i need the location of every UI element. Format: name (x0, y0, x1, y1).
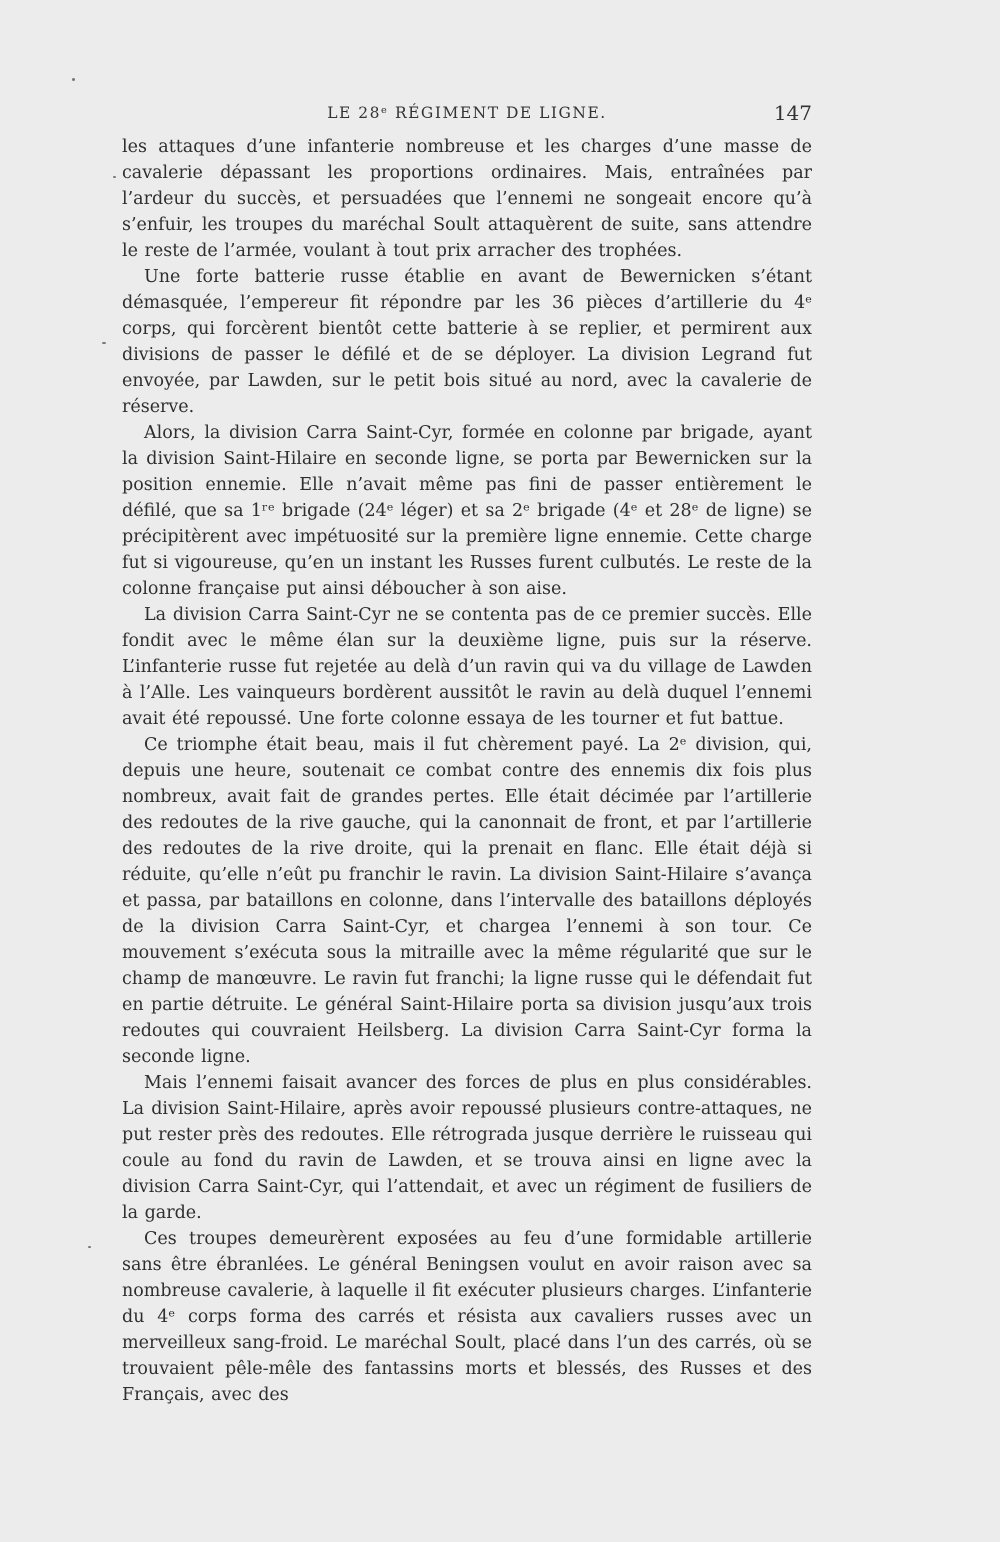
running-title: LE 28ᵉ RÉGIMENT DE LIGNE. (327, 104, 607, 122)
paragraph: La division Carra Saint-Cyr ne se contenta pas de ce premier succès. Elle fondit avec le même élan sur la deuxième ligne, puis sur la réserve. L’infanterie russe fut rejetée au delà d’un ravin qui va du village de Lawden à l’Alle. Les vainqueurs bordèrent aussitôt le ravin au delà duquel l’ennemi avait été repoussé. Une forte colonne essaya de les tourner et fut battue. (122, 605, 812, 729)
paper-speck (102, 342, 106, 344)
page-number: 147 (773, 101, 812, 125)
paragraph: les attaques d’une infanterie nombreuse et les charges d’une masse de cavalerie dépassant les proportions ordinaires. Mais, entraînées par l’ardeur du succès, et persuadées que l’ennemi ne songeait encore qu’à s’enfuir, les troupes du maréchal Soult attaquèrent de suite, sans attendre le reste de l’armée, voulant à tout prix arracher des trophées. (122, 137, 812, 261)
paper-speck (113, 176, 116, 178)
paper-speck (72, 78, 75, 81)
body-text (122, 134, 812, 1408)
page-header (122, 100, 812, 128)
paragraph: Ces troupes demeurèrent exposées au feu d’une formidable artillerie sans être ébranlées. Le général Beningsen voulut en avoir raison avec sa nombreuse cavalerie, à laquelle il fit exécuter plusieurs charges. L’infanterie du 4ᵉ corps forma des carrés et résista aux cavaliers russes avec un merveilleux sang-froid. Le maréchal Soult, placé dans l’un des carrés, où se trouvaient pêle-mêle des fantassins morts et blessés, des Russes et des Français, avec des (122, 1229, 812, 1405)
paper-speck (88, 1246, 91, 1248)
paragraph: Mais l’ennemi faisait avancer des forces de plus en plus considérables. La division Saint-Hilaire, après avoir repoussé plusieurs contre-attaques, ne put rester près des redoutes. Elle rétrograda jusque derrière le ruisseau qui coule au fond du ravin de Lawden, et se trouva ainsi en ligne avec la division Carra Saint-Cyr, qui l’attendait, et avec un régiment de fusiliers de la garde. (122, 1073, 812, 1223)
paragraph: Une forte batterie russe établie en avant de Bewernicken s’étant démasquée, l’empereur fit répondre par les 36 pièces d’artillerie du 4ᵉ corps, qui forcèrent bientôt cette batterie à se replier, et permirent aux divisions de passer le défilé et de se déployer. La division Legrand fut envoyée, par Lawden, sur le petit bois situé au nord, avec la cavalerie de réserve. (122, 267, 812, 417)
paragraph: Ce triomphe était beau, mais il fut chèrement payé. La 2ᵉ division, qui, depuis une heure, soutenait ce combat contre des ennemis dix fois plus nombreux, avait fait de grandes pertes. Elle était décimée par l’artillerie des redoutes de la rive gauche, qui la canonnait de front, et par l’artillerie des redoutes de la rive droite, qui la prenait en flanc. Elle était déjà si réduite, qu’elle n’eût pu franchir le ravin. La division Saint-Hilaire s’avança et passa, par bataillons en colonne, dans l’intervalle des bataillons déployés de la division Carra Saint-Cyr, et chargea l’ennemi à son tour. Ce mouvement s’exécuta sous la mitraille avec la même régularité que sur le champ de manœuvre. Le ravin fut franchi; la ligne russe qui le défendait fut en partie détruite. Le général Saint-Hilaire porta sa division jusqu’aux trois redoutes qui couvraient Heilsberg. La division Carra Saint-Cyr forma la seconde ligne. (122, 735, 812, 1067)
paragraph: Alors, la division Carra Saint-Cyr, formée en colonne par brigade, ayant la division Saint-Hilaire en seconde ligne, se porta par Bewernicken sur la position ennemie. Elle n’avait même pas fini de passer entièrement le défilé, que sa 1ʳᵉ brigade (24ᵉ léger) et sa 2ᵉ brigade (4ᵉ et 28ᵉ de ligne) se précipitèrent avec impétuosité sur la première ligne ennemie. Cette charge fut si vigoureuse, qu’en un instant les Russes furent culbutés. Le reste de la colonne française put ainsi déboucher à son aise. (122, 423, 812, 599)
